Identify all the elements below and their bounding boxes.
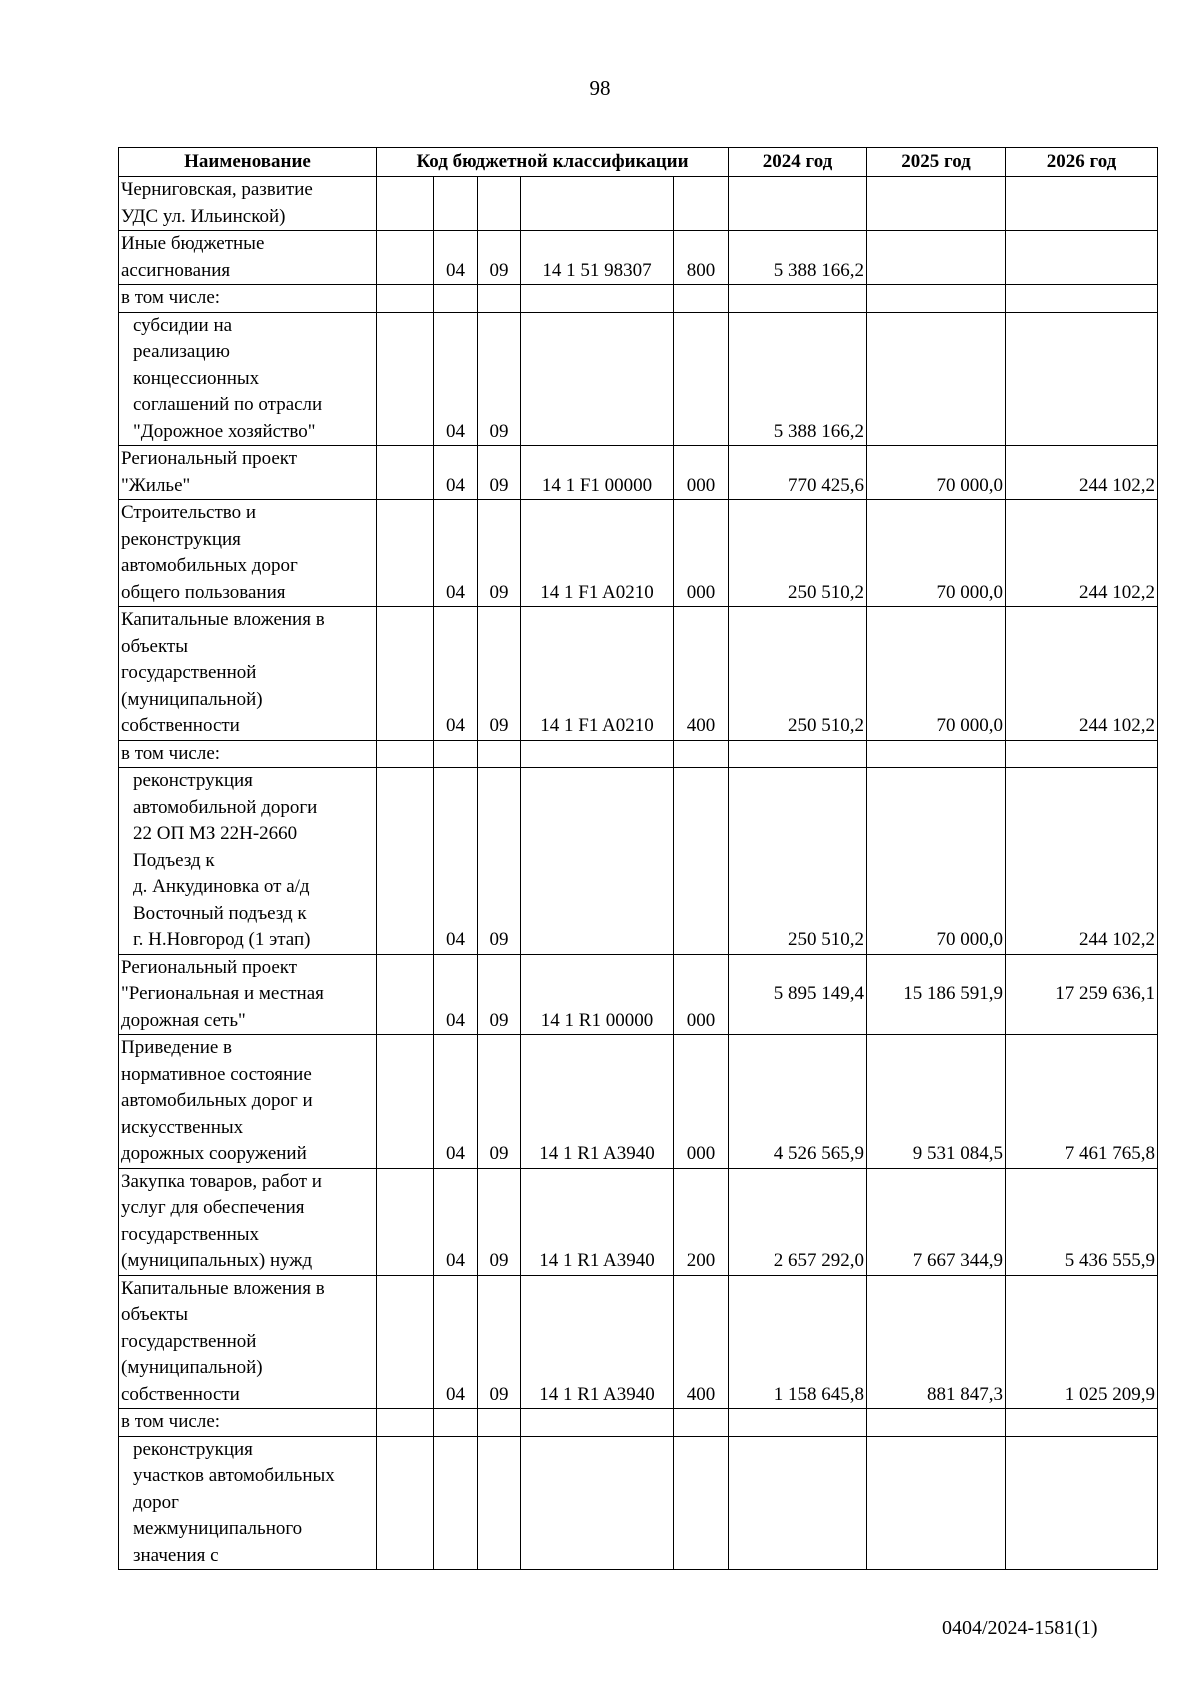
row-code-section: 04	[434, 1035, 478, 1169]
table-row	[119, 1409, 1158, 1437]
row-value-2026: 244 102,2	[1006, 446, 1158, 500]
row-code-empty	[377, 954, 434, 1035]
row-code-section	[434, 177, 478, 231]
row-value-2024: 250 510,2	[729, 768, 867, 955]
row-code-empty	[377, 500, 434, 607]
row-name: Закупка товаров, работ и услуг для обеспечения государственных (муниципальных) нужд	[119, 1168, 377, 1275]
row-code-target: 14 1 R1 A3940	[521, 1168, 674, 1275]
row-value-2025	[867, 231, 1006, 285]
page-number: 98	[589, 76, 611, 100]
document-code: 0404/2024-1581(1)	[942, 1617, 1098, 1639]
row-value-2025: 70 000,0	[867, 446, 1006, 500]
row-value-2026: 244 102,2	[1006, 607, 1158, 741]
row-code-empty	[377, 1275, 434, 1409]
row-code-target: 14 1 R1 00000	[521, 954, 674, 1035]
row-code-empty	[377, 1035, 434, 1169]
row-value-2024	[729, 1436, 867, 1570]
row-value-2024	[729, 177, 867, 231]
row-code-subsection: 09	[478, 312, 521, 446]
row-code-expense-type	[674, 312, 729, 446]
row-value-2025: 70 000,0	[867, 607, 1006, 741]
table-row	[119, 312, 1158, 446]
table-row	[119, 740, 1158, 768]
row-value-2024: 5 388 166,2	[729, 312, 867, 446]
header-2026: 2026 год	[1006, 148, 1158, 177]
row-code-subsection: 09	[478, 231, 521, 285]
row-code-target	[521, 768, 674, 955]
table-row	[119, 607, 1158, 741]
row-value-2024: 5 388 166,2	[729, 231, 867, 285]
row-code-empty	[377, 1409, 434, 1437]
row-value-2025: 15 186 591,9	[867, 954, 1006, 1035]
row-value-2026	[1006, 1436, 1158, 1570]
row-code-subsection	[478, 740, 521, 768]
row-value-2025	[867, 285, 1006, 313]
row-code-target: 14 1 R1 A3940	[521, 1035, 674, 1169]
row-name: Черниговская, развитие УДС ул. Ильинской)	[119, 177, 377, 231]
row-value-2026	[1006, 740, 1158, 768]
row-name: Строительство и реконструкция автомобильных дорог общего пользования	[119, 500, 377, 607]
row-code-section: 04	[434, 446, 478, 500]
row-code-target: 14 1 51 98307	[521, 231, 674, 285]
row-value-2026: 1 025 209,9	[1006, 1275, 1158, 1409]
table-row	[119, 1168, 1158, 1275]
row-value-2025	[867, 177, 1006, 231]
row-name: Региональный проект "Региональная и местная дорожная сеть"	[119, 954, 377, 1035]
row-value-2024: 250 510,2	[729, 607, 867, 741]
row-code-empty	[377, 1436, 434, 1570]
header-2024: 2024 год	[729, 148, 867, 177]
table-row	[119, 446, 1158, 500]
row-code-expense-type: 000	[674, 954, 729, 1035]
row-value-2025: 9 531 084,5	[867, 1035, 1006, 1169]
row-code-target: 14 1 F1 00000	[521, 446, 674, 500]
row-code-empty	[377, 285, 434, 313]
row-code-expense-type: 000	[674, 500, 729, 607]
row-code-section: 04	[434, 312, 478, 446]
table-row	[119, 954, 1158, 1035]
row-value-2024: 1 158 645,8	[729, 1275, 867, 1409]
row-value-2024: 770 425,6	[729, 446, 867, 500]
row-code-subsection	[478, 1436, 521, 1570]
row-code-expense-type: 000	[674, 1035, 729, 1169]
row-code-section: 04	[434, 231, 478, 285]
row-name: Приведение в нормативное состояние автомобильных дорог и искусственных дорожных сооружений	[119, 1035, 377, 1169]
row-value-2026: 5 436 555,9	[1006, 1168, 1158, 1275]
row-code-empty	[377, 740, 434, 768]
row-code-empty	[377, 607, 434, 741]
row-value-2026: 17 259 636,1	[1006, 954, 1158, 1035]
row-code-target: 14 1 R1 A3940	[521, 1275, 674, 1409]
row-code-subsection	[478, 285, 521, 313]
row-value-2025: 881 847,3	[867, 1275, 1006, 1409]
row-code-section: 04	[434, 768, 478, 955]
row-code-expense-type	[674, 740, 729, 768]
row-code-empty	[377, 177, 434, 231]
row-name: реконструкция участков автомобильных дорог межмуниципального значения с	[119, 1436, 377, 1570]
row-value-2025: 7 667 344,9	[867, 1168, 1006, 1275]
row-code-section: 04	[434, 607, 478, 741]
row-code-expense-type	[674, 1409, 729, 1437]
row-value-2024: 2 657 292,0	[729, 1168, 867, 1275]
row-code-target	[521, 177, 674, 231]
row-code-section	[434, 740, 478, 768]
budget-table	[118, 147, 1158, 1570]
table-row	[119, 231, 1158, 285]
table-row	[119, 285, 1158, 313]
table-row	[119, 1035, 1158, 1169]
row-code-target	[521, 740, 674, 768]
row-value-2026: 244 102,2	[1006, 500, 1158, 607]
header-row	[119, 148, 1158, 177]
row-value-2024: 250 510,2	[729, 500, 867, 607]
row-code-section	[434, 1409, 478, 1437]
row-name: Капитальные вложения в объекты государственной (муниципальной) собственности	[119, 607, 377, 741]
row-value-2025: 70 000,0	[867, 768, 1006, 955]
row-code-section: 04	[434, 1275, 478, 1409]
row-code-expense-type: 000	[674, 446, 729, 500]
row-code-section: 04	[434, 954, 478, 1035]
row-code-subsection	[478, 1409, 521, 1437]
row-code-expense-type	[674, 285, 729, 313]
row-code-subsection: 09	[478, 768, 521, 955]
row-name: реконструкция автомобильной дороги 22 ОП МЗ 22Н-2660 Подъезд к д. Анкудиновка от а/д Восточный подъезд к г. Н.Новгород (1 этап)	[119, 768, 377, 955]
row-code-subsection: 09	[478, 607, 521, 741]
row-code-subsection: 09	[478, 500, 521, 607]
row-code-subsection: 09	[478, 1035, 521, 1169]
row-code-empty	[377, 231, 434, 285]
header-name: Наименование	[119, 148, 377, 177]
row-value-2024: 4 526 565,9	[729, 1035, 867, 1169]
row-value-2026	[1006, 231, 1158, 285]
row-code-empty	[377, 312, 434, 446]
row-code-subsection: 09	[478, 1168, 521, 1275]
row-code-expense-type: 200	[674, 1168, 729, 1275]
row-value-2026	[1006, 1409, 1158, 1437]
row-value-2024	[729, 1409, 867, 1437]
row-value-2025	[867, 312, 1006, 446]
row-value-2025: 70 000,0	[867, 500, 1006, 607]
row-code-target: 14 1 F1 A0210	[521, 607, 674, 741]
row-value-2026	[1006, 285, 1158, 313]
row-value-2026: 7 461 765,8	[1006, 1035, 1158, 1169]
row-code-section: 04	[434, 1168, 478, 1275]
row-code-subsection	[478, 177, 521, 231]
table-row	[119, 1275, 1158, 1409]
row-code-target	[521, 312, 674, 446]
header-2025: 2025 год	[867, 148, 1006, 177]
row-code-expense-type	[674, 177, 729, 231]
row-value-2026	[1006, 312, 1158, 446]
header-code: Код бюджетной классификации	[377, 148, 729, 177]
row-code-expense-type	[674, 1436, 729, 1570]
row-code-target	[521, 1436, 674, 1570]
row-code-target: 14 1 F1 A0210	[521, 500, 674, 607]
row-code-empty	[377, 446, 434, 500]
row-value-2025	[867, 1436, 1006, 1570]
row-code-empty	[377, 768, 434, 955]
table-row	[119, 768, 1158, 955]
row-value-2024: 5 895 149,4	[729, 954, 867, 1035]
row-code-subsection: 09	[478, 954, 521, 1035]
row-name: в том числе:	[119, 740, 377, 768]
row-code-subsection: 09	[478, 1275, 521, 1409]
row-value-2025	[867, 1409, 1006, 1437]
row-name: Региональный проект "Жилье"	[119, 446, 377, 500]
row-code-expense-type: 400	[674, 1275, 729, 1409]
row-value-2026: 244 102,2	[1006, 768, 1158, 955]
row-code-empty	[377, 1168, 434, 1275]
table-row	[119, 1436, 1158, 1570]
row-name: Капитальные вложения в объекты государственной (муниципальной) собственности	[119, 1275, 377, 1409]
row-name: субсидии на реализацию концессионных соглашений по отрасли "Дорожное хозяйство"	[119, 312, 377, 446]
table-row	[119, 177, 1158, 231]
row-code-section: 04	[434, 500, 478, 607]
row-name: в том числе:	[119, 285, 377, 313]
row-name: в том числе:	[119, 1409, 377, 1437]
row-value-2026	[1006, 177, 1158, 231]
row-name: Иные бюджетные ассигнования	[119, 231, 377, 285]
row-code-expense-type: 400	[674, 607, 729, 741]
row-code-target	[521, 1409, 674, 1437]
row-value-2024	[729, 740, 867, 768]
row-code-section	[434, 285, 478, 313]
table-row	[119, 500, 1158, 607]
row-code-expense-type: 800	[674, 231, 729, 285]
row-code-expense-type	[674, 768, 729, 955]
row-value-2025	[867, 740, 1006, 768]
row-code-target	[521, 285, 674, 313]
row-value-2024	[729, 285, 867, 313]
row-code-subsection: 09	[478, 446, 521, 500]
row-code-section	[434, 1436, 478, 1570]
